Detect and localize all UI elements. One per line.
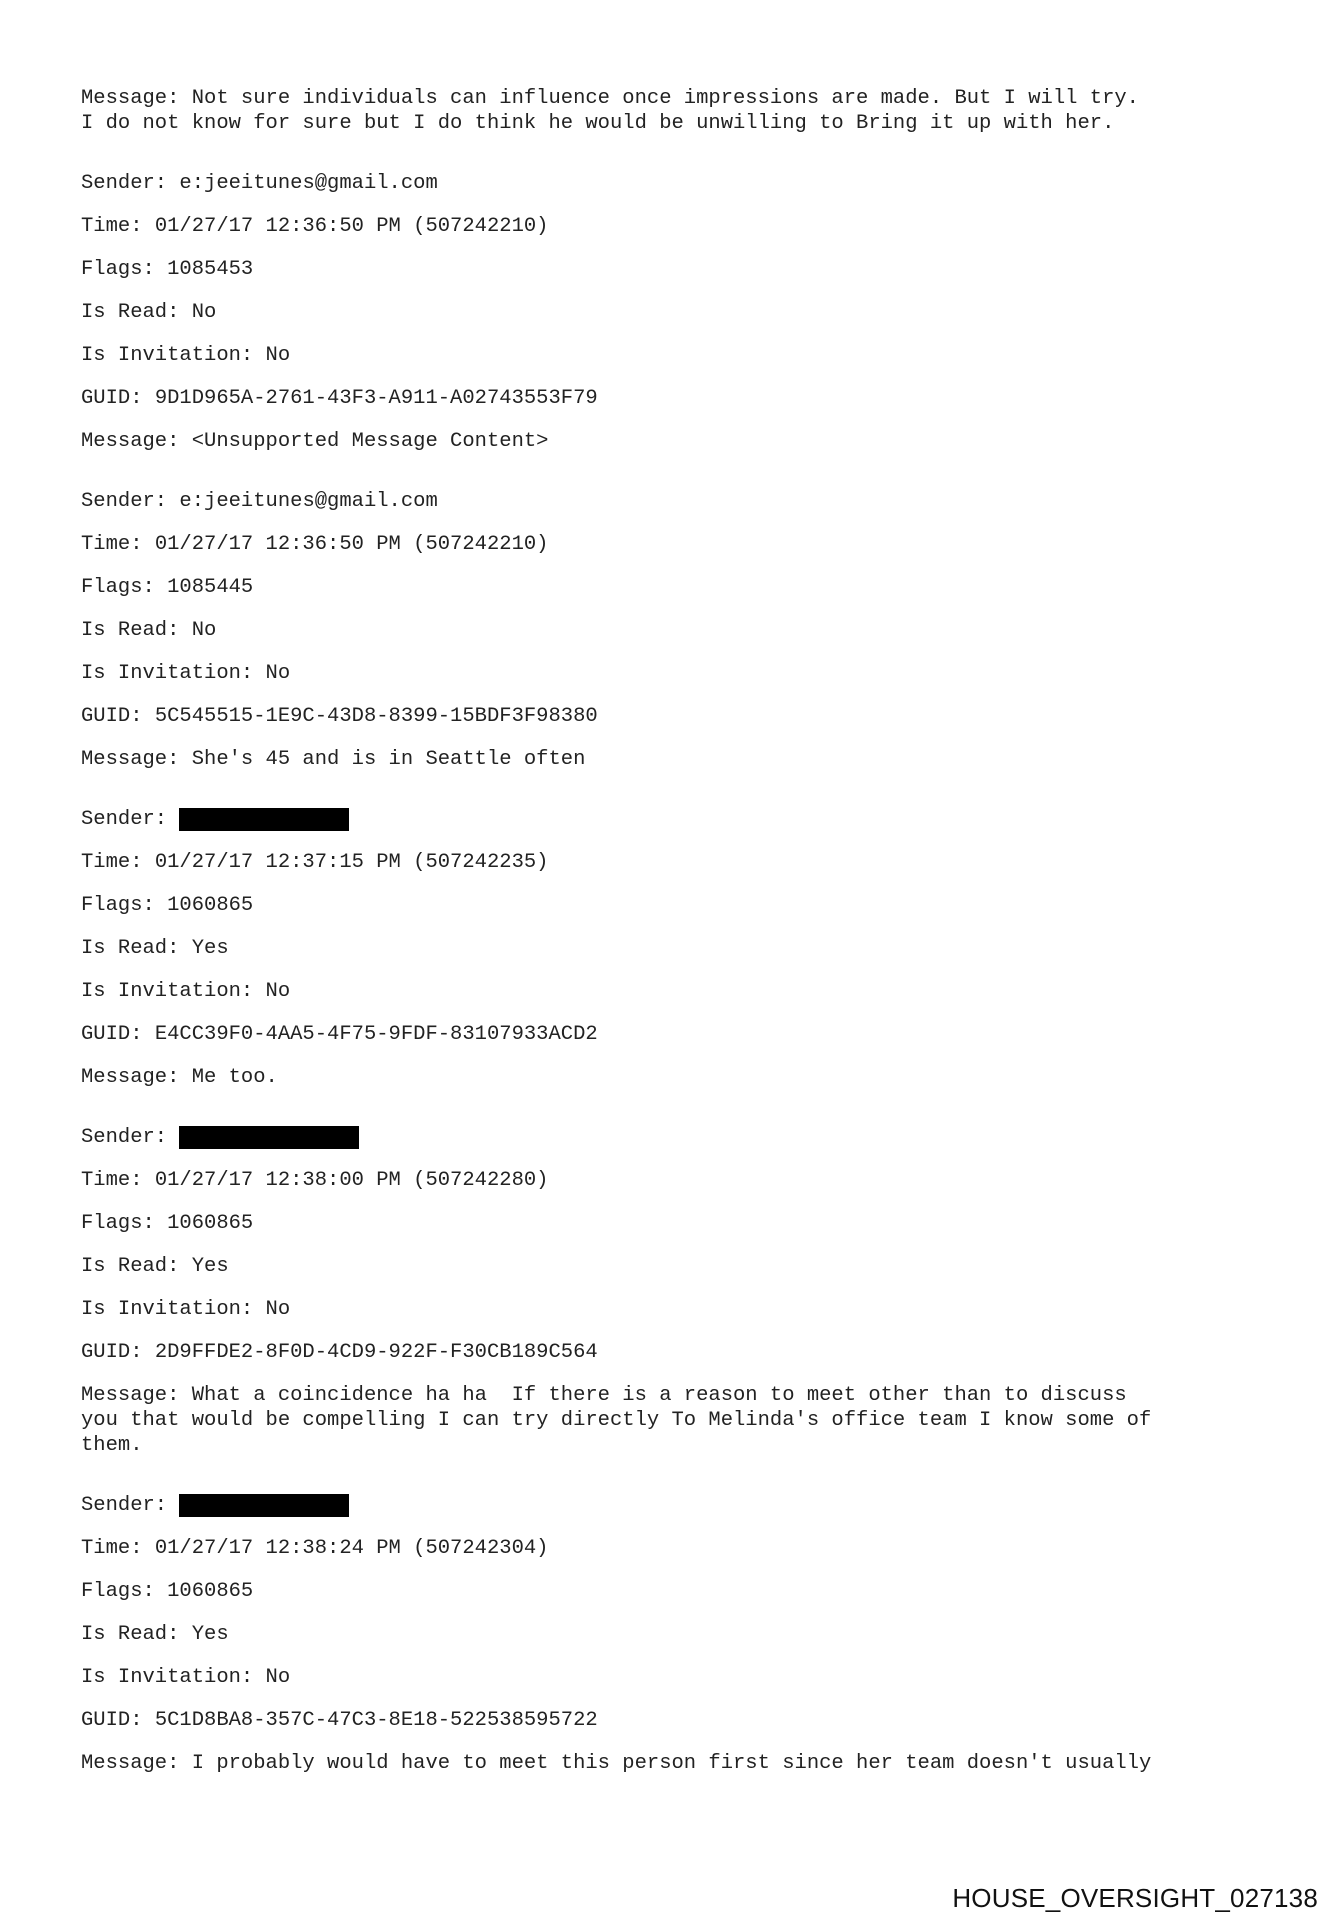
message-row xyxy=(81,1383,1261,1458)
flags-label: Flags: xyxy=(81,894,168,917)
is-invitation-label: Is Invitation: xyxy=(81,1298,266,1321)
is-read-value: Yes xyxy=(191,937,229,960)
message-record xyxy=(81,1493,1261,1776)
guid-label: GUID: xyxy=(81,1023,155,1046)
flags-value: 1085445 xyxy=(167,576,254,599)
time-label: Time: xyxy=(81,851,155,874)
flags-label: Flags: xyxy=(81,1580,168,1603)
guid-label: GUID: xyxy=(81,1709,155,1732)
is-read-label: Is Read: xyxy=(81,619,192,642)
is-read-label: Is Read: xyxy=(81,301,192,324)
time-value: 01/27/17 12:36:50 PM (507242210) xyxy=(154,215,549,238)
flags-value: 1060865 xyxy=(167,894,254,917)
time-row xyxy=(81,214,1261,239)
flags-label: Flags: xyxy=(81,258,168,281)
is-invitation-row xyxy=(81,1665,1261,1690)
time-row xyxy=(81,850,1261,875)
guid-label: GUID: xyxy=(81,1341,155,1364)
time-value: 01/27/17 12:37:15 PM (507242235) xyxy=(154,851,549,874)
is-invitation-value: No xyxy=(265,1298,291,1321)
message-text: <Unsupported Message Content> xyxy=(191,430,549,453)
redaction-block xyxy=(179,1126,359,1149)
continued-message-text: Message: Not sure individuals can influence once impressions are made. But I will try. I do not know for sure but I do think he would be unwilling to Bring it up with her. xyxy=(81,87,1139,135)
flags-value: 1085453 xyxy=(167,258,254,281)
is-read-label: Is Read: xyxy=(81,1623,192,1646)
flags-row xyxy=(81,575,1261,600)
time-row xyxy=(81,532,1261,557)
guid-value: 9D1D965A-2761-43F3-A911-A02743553F79 xyxy=(154,387,598,410)
is-invitation-row xyxy=(81,979,1261,1004)
flags-label: Flags: xyxy=(81,1212,168,1235)
guid-row xyxy=(81,1022,1261,1047)
guid-label: GUID: xyxy=(81,705,155,728)
is-read-label: Is Read: xyxy=(81,1255,192,1278)
flags-row xyxy=(81,1211,1261,1236)
time-row xyxy=(81,1536,1261,1561)
is-invitation-row xyxy=(81,1297,1261,1322)
time-value: 01/27/17 12:36:50 PM (507242210) xyxy=(154,533,549,556)
guid-label: GUID: xyxy=(81,387,155,410)
is-read-row xyxy=(81,300,1261,325)
message-label: Message: xyxy=(81,1752,192,1775)
message-label: Message: xyxy=(81,1066,192,1089)
message-text: She's 45 and is in Seattle often xyxy=(191,748,586,771)
is-invitation-label: Is Invitation: xyxy=(81,980,266,1003)
guid-row xyxy=(81,386,1261,411)
time-value: 01/27/17 12:38:00 PM (507242280) xyxy=(154,1169,549,1192)
is-read-value: No xyxy=(191,619,217,642)
sender-value: e:jeeitunes@gmail.com xyxy=(179,172,438,195)
is-read-row xyxy=(81,1622,1261,1647)
sender-label: Sender: xyxy=(81,172,180,195)
message-record xyxy=(81,807,1261,1090)
is-read-value: Yes xyxy=(191,1255,229,1278)
flags-row xyxy=(81,893,1261,918)
sender-label: Sender: xyxy=(81,808,180,831)
message-row xyxy=(81,747,1261,772)
message-record xyxy=(81,1125,1261,1458)
guid-value: 5C545515-1E9C-43D8-8399-15BDF3F98380 xyxy=(154,705,598,728)
flags-label: Flags: xyxy=(81,576,168,599)
time-value: 01/27/17 12:38:24 PM (507242304) xyxy=(154,1537,549,1560)
message-row xyxy=(81,1065,1261,1090)
message-record xyxy=(81,489,1261,772)
is-read-value: Yes xyxy=(191,1623,229,1646)
is-read-row xyxy=(81,936,1261,961)
flags-value: 1060865 xyxy=(167,1212,254,1235)
time-label: Time: xyxy=(81,533,155,556)
message-row xyxy=(81,1751,1261,1776)
message-label: Message: xyxy=(81,430,192,453)
bates-number: HOUSE_OVERSIGHT_027138 xyxy=(952,1883,1318,1913)
is-read-row xyxy=(81,618,1261,643)
sender-value: e:jeeitunes@gmail.com xyxy=(179,490,438,513)
sender-label: Sender: xyxy=(81,490,180,513)
time-row xyxy=(81,1168,1261,1193)
sender-row xyxy=(81,171,1261,196)
records-list xyxy=(81,171,1261,1776)
time-label: Time: xyxy=(81,1169,155,1192)
time-label: Time: xyxy=(81,215,155,238)
message-label: Message: xyxy=(81,748,192,771)
message-text: I probably would have to meet this person first since her team doesn't usually xyxy=(191,1752,1152,1775)
flags-value: 1060865 xyxy=(167,1580,254,1603)
redaction-block xyxy=(179,808,349,831)
is-read-value: No xyxy=(191,301,217,324)
is-invitation-value: No xyxy=(265,344,291,367)
sender-row xyxy=(81,1125,1261,1150)
is-invitation-label: Is Invitation: xyxy=(81,1666,266,1689)
message-log xyxy=(81,86,1261,1776)
message-record xyxy=(81,171,1261,454)
is-invitation-value: No xyxy=(265,1666,291,1689)
sender-row xyxy=(81,489,1261,514)
message-row xyxy=(81,429,1261,454)
guid-row xyxy=(81,704,1261,729)
guid-value: 5C1D8BA8-357C-47C3-8E18-522538595722 xyxy=(154,1709,598,1732)
guid-value: 2D9FFDE2-8F0D-4CD9-922F-F30CB189C564 xyxy=(154,1341,598,1364)
is-invitation-value: No xyxy=(265,662,291,685)
message-label: Message: xyxy=(81,1384,192,1407)
is-invitation-row xyxy=(81,661,1261,686)
flags-row xyxy=(81,1579,1261,1604)
is-invitation-row xyxy=(81,343,1261,368)
message-text: What a coincidence ha ha If there is a reason to meet other than to discuss you that would be compelling I can try directly To Melinda's office team I know some of them. xyxy=(81,1384,1152,1457)
is-invitation-value: No xyxy=(265,980,291,1003)
flags-row xyxy=(81,257,1261,282)
guid-value: E4CC39F0-4AA5-4F75-9FDF-83107933ACD2 xyxy=(154,1023,598,1046)
is-read-label: Is Read: xyxy=(81,937,192,960)
guid-row xyxy=(81,1340,1261,1365)
is-read-row xyxy=(81,1254,1261,1279)
is-invitation-label: Is Invitation: xyxy=(81,344,266,367)
guid-row xyxy=(81,1708,1261,1733)
redaction-block xyxy=(179,1494,349,1517)
time-label: Time: xyxy=(81,1537,155,1560)
sender-label: Sender: xyxy=(81,1494,180,1517)
sender-row xyxy=(81,1493,1261,1518)
sender-label: Sender: xyxy=(81,1126,180,1149)
is-invitation-label: Is Invitation: xyxy=(81,662,266,685)
message-text: Me too. xyxy=(191,1066,278,1089)
sender-row xyxy=(81,807,1261,832)
